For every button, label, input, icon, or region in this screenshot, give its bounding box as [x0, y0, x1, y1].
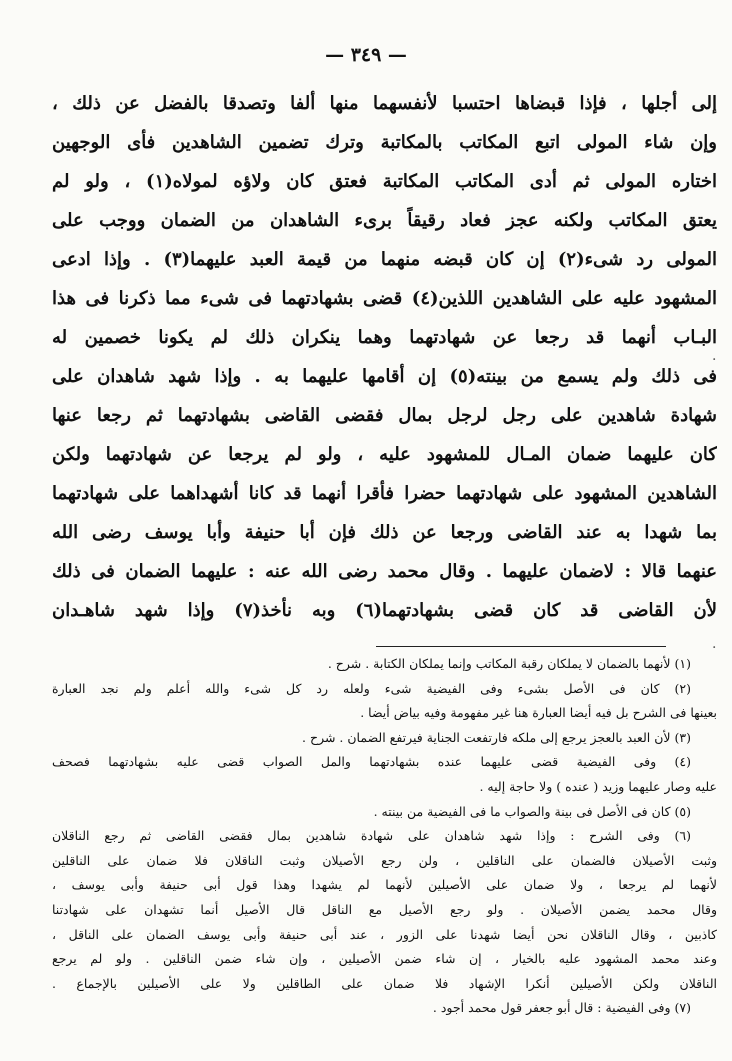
footnote-line: وقال محمد يضمن الأصيلان . ولو رجع الأصيل مع الناقل قال الأصيل أنما تشهدان على شهادتنا — [52, 901, 717, 917]
footnotes — [52, 652, 717, 1021]
footnote-divider — [376, 646, 666, 647]
footnote-line: الناقلان ولكن الأصيلين أنكرا الإشهاد فلا ضمان على الطاقلين ولا على الأصيلين بالإجماع . — [52, 975, 717, 991]
footnote-line: وثبت الأصيلان فالضمان على الناقلين ، ولن رجع الأصيلان وثبت الناقلان فلا ضمان على الناقلين — [52, 852, 717, 868]
margin-mark: · — [712, 352, 717, 368]
main-line: المشهود عليه على الشاهدين اللذين(٤) قضى بشهادتهما فى شىء مما ذكرنا فى هذا — [52, 288, 717, 309]
margin-mark: · — [712, 640, 717, 656]
footnote-line: لأنهما لم يرجعا ، ولا ضمان على الأصيلين لأنهما لم يشهدا وهذا قول أبى حنيفة وأبى يوسف ، — [52, 877, 717, 893]
main-line: وإن شاء المولى اتبع المكاتب بالمكاتبة وترك تضمين الشاهدين فأى الوجهين — [52, 132, 717, 153]
footnote-line: (٦) وفى الشرح : وإذا شهد شاهدان على شهادة شاهدين بمال فقضى القاضى ثم رجع الناقلان — [52, 828, 691, 844]
page-number: — ٣٤٩ — — [325, 44, 407, 66]
main-line: إلى أجلها ، فإذا قبضاها احتسبا لأنفسهما منها ألفا وتصدقا بالفضل عن ذلك ، — [52, 93, 717, 114]
main-line: بما شهدا به عند القاضى ورجعا عن ذلك فإن أبا حنيفة وأبا يوسف رضى الله — [52, 522, 717, 543]
main-line: الشاهدين المشهود على شهادتهما حضرا فأقرا أنهما قد كانا أشهداهما على شهادتهما — [52, 483, 717, 504]
footnote-line: كاذبين ، وقال الناقلان نحن أيضا شهدنا على الزور ، عند أبى حنيفة وأبى يوسف الضمان على الناقل ، — [52, 926, 717, 942]
footnote-line: (٣) لأن العبد بالعجز يرجع إلى ملكه فارتفعت الجناية فيرتفع الضمان . شرح . — [302, 729, 691, 745]
main-line: فى ذلك ولم يسمع من بينته(٥) إن أقامها عليهما به . وإذا شهد شاهدان على — [52, 366, 717, 387]
footnote-line: (٢) كان فى الأصل بشىء وفى الفيضية شىء ولعله رد كل شىء والله أعلم ولم نجد العبارة — [52, 680, 691, 696]
footnote-line: بعينها فى الشرح بل فيه أيضا العبارة هنا غير مفهومة وفيه بياض أيضا . — [360, 705, 717, 721]
main-line: البـاب أنهما قد رجعا عن شهادتهما وهما ينكران ذلك لم يكونا خصمين له — [52, 327, 717, 348]
main-line: اختاره المولى ثم أدى المكاتب المكاتبة فعتق كان ولاؤه لمولاه(١) ، ولو لم — [52, 171, 717, 192]
main-line: المولى رد شىء(٢) إن كان قبضه منهما من قيمة العبد عليهما(٣) . وإذا ادعى — [52, 249, 717, 270]
footnote-line: (١) لأنهما بالضمان لا يملكان رقبة المكاتب وإنما يملكان الكتابة . شرح . — [327, 656, 691, 671]
footnote-line: (٧) وفى الفيضية : قال أبو جعفر قول محمد أجود . — [432, 1000, 691, 1016]
footnote-line: عليه وصار عليهما وزيد ( عنده ) ولا حاجة إليه . — [479, 778, 717, 794]
main-line: شهادة شاهدين على رجل لرجل بمال فقضى القاضى بشهادتهما ثم رجعا عنها — [52, 405, 717, 426]
footnote-line: (٤) وفى الفيضية قضى عليهما عنده بشهادتهما والمل الصواب قضى عليه بشهادتهما فصحف — [52, 754, 691, 770]
footnote-line: وعند محمد المشهود عليه بالخيار ، إن شاء ضمن الأصيلين ، وإن شاء ضمن الناقلين . ولو لم يرجع — [52, 951, 717, 967]
main-line: كان عليهما ضمان المـال للمشهود عليه ، ولو لم يرجعا عن شهادتهما ولكن — [52, 444, 717, 465]
main-line: عنهما قالا : لاضمان عليهما . وقال محمد رضى الله عنه : عليهما الضمان فى ذلك — [52, 561, 717, 582]
footnote-line: (٥) كان فى الأصل فى بينة والصواب ما فى الفيضية من بينته . — [373, 803, 691, 819]
main-text — [52, 84, 717, 630]
main-line: لأن القاضى قد كان قضى بشهادتهما(٦) وبه نأخذ(٧) وإذا شهد شاهـدان — [52, 600, 717, 621]
main-line: يعتق المكاتب ولكنه عجز فعاد رقيقاً برىء الشاهدان من الضمان ووجب على — [52, 210, 717, 231]
